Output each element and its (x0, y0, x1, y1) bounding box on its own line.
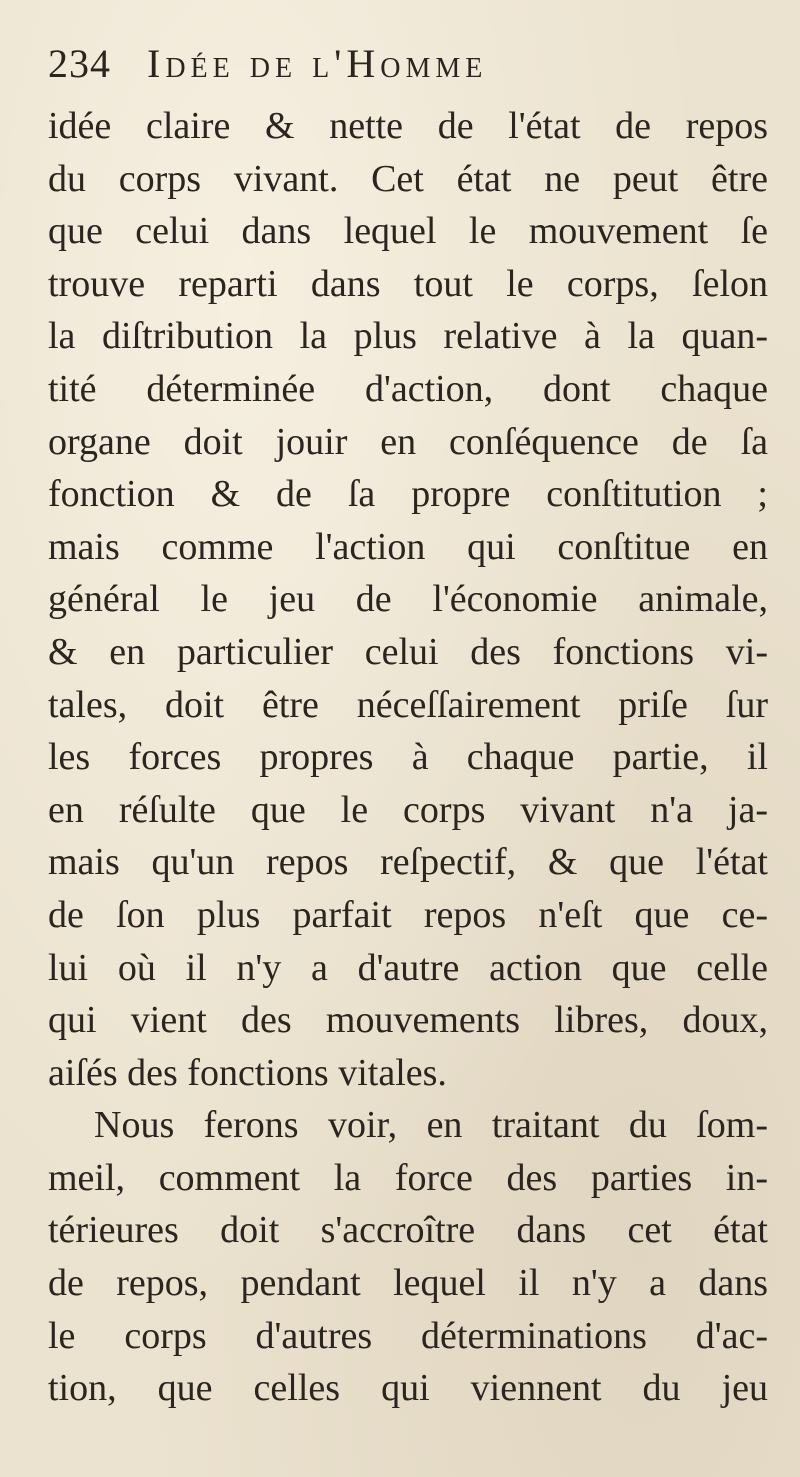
text-line: en réſulte que le corps vivant n'a ja- (48, 788, 768, 831)
text-line: qui vient des mouvements libres, doux, (48, 999, 768, 1042)
running-title: Idée de l'Homme (147, 41, 488, 86)
text-line: les forces propres à chaque partie, il (48, 736, 768, 779)
text-line: lui où il n'y a d'autre action que celle (48, 946, 768, 989)
text-line: fonction & de ſa propre conſtitution ; (48, 473, 768, 516)
text-line: de ſon plus parfait repos n'eſt que ce- (48, 893, 768, 936)
body-text (48, 100, 768, 1415)
text-line: trouve reparti dans tout le corps, ſelon (48, 262, 768, 305)
text-line: mais comme l'action qui conſtitue en (48, 525, 768, 568)
text-line: aiſés des fonctions vitales. (48, 1051, 447, 1094)
text-line: organe doit jouir en conſéquence de ſa (48, 420, 768, 463)
text-line: le corps d'autres déterminations d'ac- (48, 1314, 768, 1357)
text-line: térieures doit s'accroître dans cet état (48, 1209, 768, 1252)
text-line: tion, que celles qui viennent du jeu (48, 1367, 768, 1410)
text-line: & en particulier celui des fonctions vi- (48, 630, 768, 673)
text-line: mais qu'un repos reſpectif, & que l'état (48, 841, 768, 884)
page-header (48, 40, 487, 96)
text-line: du corps vivant. Cet état ne peut être (48, 157, 768, 200)
text-line: idée claire & nette de l'état de repos (48, 105, 768, 147)
page-number: 234 (48, 41, 111, 86)
text-line: tité déterminée d'action, dont chaque (48, 367, 768, 410)
text-line: de repos, pendant lequel il n'y a dans (48, 1262, 768, 1305)
text-line: général le jeu de l'économie animale, (48, 578, 768, 621)
text-line: Nous ferons voir, en traitant du ſom- (94, 1104, 768, 1147)
text-line: tales, doit être néceſſairement priſe ſur (48, 683, 768, 726)
text-line: meil, comment la force des parties in- (48, 1156, 768, 1199)
text-line: que celui dans lequel le mouvement ſe (48, 210, 768, 253)
text-line: la diſtribution la plus relative à la quan- (48, 315, 768, 358)
